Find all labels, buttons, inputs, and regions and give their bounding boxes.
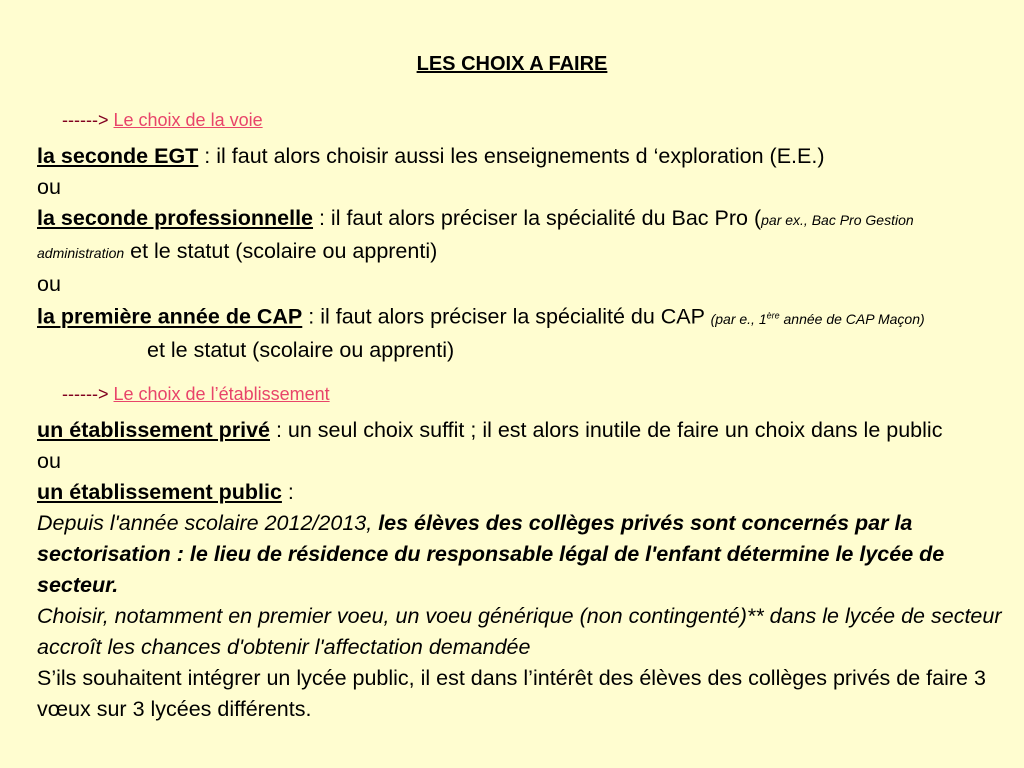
cap-description: : il faut alors préciser la spécialité du CAP [302, 304, 711, 329]
voie-block [37, 141, 1002, 366]
voeu-generique-paragraph: Choisir, notamment en premier voeu, un voeu générique (non contingenté)** dans le lycée de secteur accroît les chances d'obtenir l'affectation demandée [37, 604, 1002, 659]
term-seconde-pro: la seconde professionnelle [37, 206, 314, 230]
option-egt [37, 141, 1002, 172]
section-heading-etablissement [62, 384, 330, 405]
pro-example: par ex., Bac Pro Gestion administration [37, 212, 914, 261]
etablissement-block [37, 415, 1002, 725]
cap-statut: et le statut (scolaire ou apprenti) [147, 337, 455, 362]
public-colon: : [281, 480, 294, 504]
or-separator: ou [37, 272, 61, 296]
term-etab-prive: un établissement privé [37, 418, 270, 442]
term-seconde-egt: la seconde EGT [37, 144, 199, 168]
prive-description: : un seul choix suffit ; il est alors inutile de faire un choix dans le public [270, 418, 943, 442]
option-cap [37, 300, 1002, 366]
pro-description: : il faut alors préciser la spécialité du Bac Pro ( [313, 206, 762, 230]
egt-description: : il faut alors choisir aussi les enseignements d ‘exploration (E.E.) [198, 144, 825, 168]
sectorisation-text: les élèves des collèges privés sont concernés par la sectorisation : le lieu de résidence du responsable légal de l'enfant détermine le lycée de secteur. [37, 511, 945, 597]
option-public [37, 477, 1002, 508]
term-cap: la première année de CAP [37, 304, 303, 329]
option-pro [37, 203, 1002, 269]
cap-example: (par e., 1ère année de CAP Maçon) [710, 310, 925, 327]
term-etab-public: un établissement public [37, 480, 282, 504]
conclusion-paragraph: S’ils souhaitent intégrer un lycée public, il est dans l’intérêt des élèves des collèges privés de faire 3 vœux sur 3 lycées différents. [37, 666, 986, 721]
section-arrow: ------> [62, 384, 109, 404]
depuis-text: Depuis l'année scolaire 2012/2013, [37, 511, 379, 535]
or-separator: ou [37, 449, 61, 473]
section-label-voie: Le choix de la voie [113, 110, 263, 130]
pro-statut: et le statut (scolaire ou apprenti) [124, 239, 438, 263]
slide-title: LES CHOIX A FAIRE [416, 53, 608, 75]
option-prive [37, 415, 1002, 446]
section-label-etablissement: Le choix de l’établissement [113, 384, 330, 404]
section-arrow: ------> [62, 110, 109, 130]
or-separator: ou [37, 175, 61, 199]
sectorisation-paragraph [37, 508, 1002, 601]
section-heading-voie [62, 110, 263, 131]
